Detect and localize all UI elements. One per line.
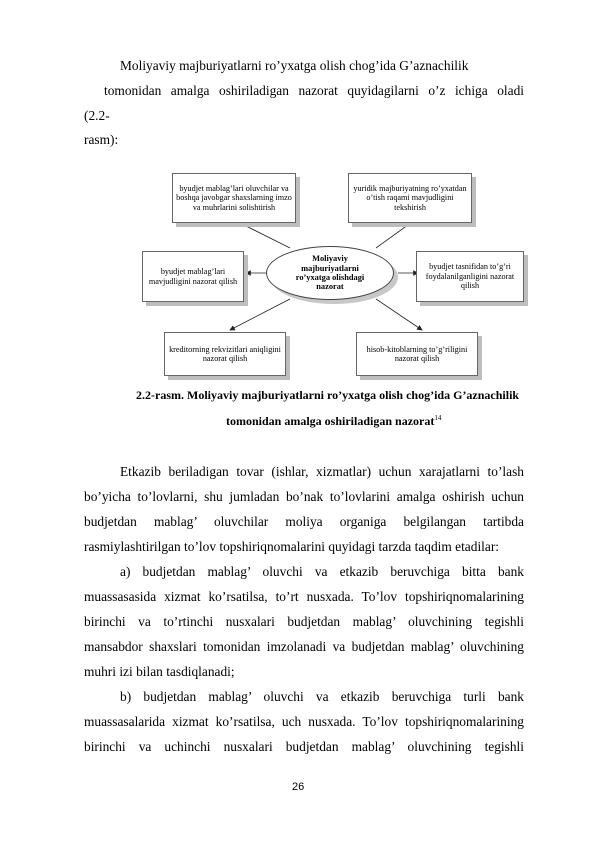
- item-b-line-1: b) budjetdan mablag’ oluvchi va etkazib beruvchiga turli bank: [120, 689, 524, 704]
- item-b-line-3: birinchi va uchinchi nusxalari budjetdan mablag’ oluvchining tegishli: [84, 739, 524, 754]
- item-a-line-1: a) budjetdan mablag’ oluvchi va etkazib beruvchiga bitta bank: [120, 564, 524, 579]
- arrow-bottom-left: [230, 299, 290, 330]
- item-a-line-3: birinchi va to’rtinchi nusxalari budjetdan mablag’ oluvchining tegishli: [84, 614, 524, 629]
- arrow-top-left: [238, 222, 290, 248]
- figure-caption-line-2: [226, 410, 441, 429]
- heading-line-1: Moliyaviy majburiyatlarni ro’yxatga olish chog’ida G’aznachilik: [120, 58, 469, 73]
- box-mid-left: byudjet mablag’lari mavjudligini nazorat qilish: [142, 251, 244, 302]
- item-a-line-5: muhri izi bilan tasdiqlanadi;: [84, 664, 235, 679]
- box-mid-right: byudjet tasnifidan to’g’ri foydalanilganligini nazorat qilish: [416, 251, 524, 302]
- paragraph-1-line-3: budjetdan mablag’ oluvchilar moliya organiga belgilangan tartibda: [84, 514, 524, 529]
- center-ellipse: [266, 246, 394, 300]
- heading-line-4: rasm):: [84, 132, 119, 147]
- paragraph-1-line-4: rasmiylashtirilgan to’lov topshiriqnomalarini quyidagi tarzda taqdim etadilar:: [84, 539, 500, 554]
- page-number: 26: [292, 781, 305, 793]
- figure-caption-text: tomonidan amalga oshiriladigan nazorat: [226, 414, 435, 428]
- paragraph-1-line-2: bo’yicha to’lovlarni, shu jumladan bo’nak to’lovlarini amalga oshirish uchun: [84, 489, 524, 504]
- paragraph-1-line-1: Etkazib beriladigan tovar (ishlar, xizmatlar) uchun xarajatlarni to’lash: [120, 464, 524, 479]
- heading-line-2: tomonidan amalga oshiriladigan nazorat quyidagilarni o’z ichiga oladi: [104, 83, 524, 98]
- item-a-line-4: mansabdor shaxslari tomonidan imzolanadi va budjetdan mablag’ oluvchining: [84, 639, 524, 654]
- box-top-right: yuridik majburiyatning ro’yxatdan o’tish raqami mavjudligini tekshirish: [348, 173, 472, 223]
- box-bottom-right: hisob-kitoblarning to’g’riligini nazorat qilish: [356, 332, 478, 376]
- center-ellipse-label: Moliyaviy majburiyatlarni ro’yxatga olishdagi nazorat: [295, 254, 365, 292]
- box-bottom-left: kreditorning rekvizitlari aniqligini nazorat qilish: [164, 332, 286, 376]
- item-b-line-2: muassasalarida xizmat ko’rsatilsa, uch nusxada. To’lov topshiriqnomalarining: [84, 714, 524, 729]
- arrow-bottom-right: [376, 299, 422, 330]
- figure-caption-line-1: 2.2-rasm. Moliyaviy majburiyatlarni ro’yxatga olish chog’ida G’aznachilik: [136, 388, 520, 402]
- heading-line-3: (2.2-: [84, 108, 110, 123]
- diagram: [140, 165, 530, 380]
- box-top-left: byudjet mablag’lari oluvchilar va boshqa javobgar shaxslarning imzo va muhrlarini solishtirish: [172, 173, 296, 223]
- arrow-top-right: [376, 222, 412, 248]
- footnote-mark: 14: [434, 414, 442, 422]
- item-a-line-2: muassasasida xizmat ko’rsatilsa, to’rt nusxada. To’lov topshiriqnomalarining: [84, 589, 524, 604]
